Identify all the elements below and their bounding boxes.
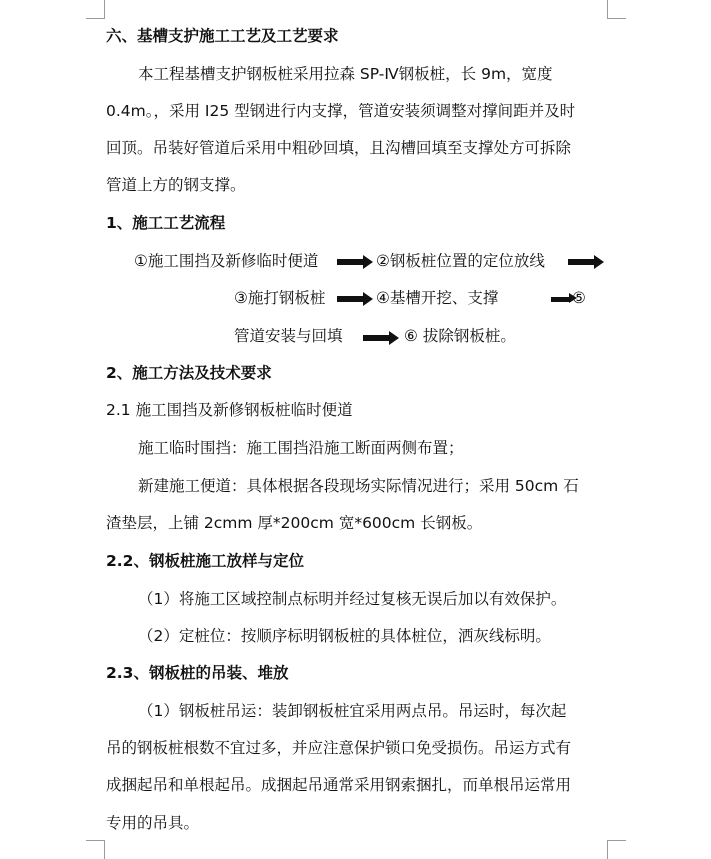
intro-line: 管道上方的钢支撑。: [106, 176, 246, 194]
paragraph: 施工临时围挡：施工围挡沿施工断面两侧布置；: [138, 439, 464, 457]
subheading-2-2: 2.2、钢板桩施工放样与定位: [106, 552, 304, 570]
paragraph: 成捆起吊和单根起吊。成捆起吊通常采用钢索捆扎，而单根吊运常用: [106, 776, 572, 794]
paragraph: 新建施工便道：具体根据各段现场实际情况进行；采用 50cm 石: [138, 477, 579, 495]
right-arrow-icon: [568, 255, 604, 269]
right-arrow-icon: [337, 255, 373, 269]
subsection-2-1: 2.1 施工围挡及新修钢板桩临时便道: [106, 401, 353, 419]
flow-step-4: ④基槽开挖、支撑: [376, 289, 499, 307]
flow-step-6: ⑥ 拔除钢板桩。: [404, 327, 516, 345]
right-arrow-icon: [337, 292, 373, 306]
flow-step-2: ②钢板桩位置的定位放线: [376, 252, 545, 270]
flow-step-3: ③施打钢板桩: [234, 289, 326, 307]
paragraph: 渣垫层，上铺 2cmm 厚*200cm 宽*600cm 长钢板。: [106, 514, 483, 532]
flow-step-5-marker: ⑤: [572, 289, 586, 307]
subheading-2-3: 2.3、钢板桩的吊装、堆放: [106, 664, 289, 682]
paragraph: （1）将施工区域控制点标明并经过复核无误后加以有效保护。: [138, 590, 567, 608]
paragraph: 吊的钢板桩根数不宜过多，并应注意保护锁口免受损伤。吊运方式有: [106, 739, 572, 757]
right-arrow-icon: [363, 331, 399, 345]
section-heading: 六、基槽支护施工工艺及工艺要求: [106, 27, 339, 45]
flow-step-1: ①施工围挡及新修临时便道: [134, 252, 319, 270]
intro-line: 回顶。吊装好管道后采用中粗砂回填，且沟槽回填至支撑处方可拆除: [106, 139, 572, 157]
intro-line: 0.4m。，采用 I25 型钢进行内支撑，管道安装须调整对撑间距并及时: [106, 102, 576, 120]
paragraph: 专用的吊具。: [106, 814, 200, 832]
page-corner-mark: [86, 0, 105, 19]
subheading-methods: 2、施工方法及技术要求: [106, 364, 272, 382]
subheading-process-flow: 1、施工工艺流程: [106, 214, 226, 232]
paragraph: （2）定桩位：按顺序标明钢板桩的具体桩位，洒灰线标明。: [138, 627, 551, 645]
page-corner-mark: [86, 840, 105, 859]
page-corner-mark: [607, 0, 626, 19]
page-corner-mark: [607, 840, 626, 859]
paragraph: （1）钢板桩吊运：装卸钢板桩宜采用两点吊。吊运时，每次起: [138, 702, 567, 720]
flow-step-5: 管道安装与回填: [234, 327, 343, 345]
intro-line: 本工程基槽支护钢板桩采用拉森 SP-Ⅳ钢板桩，长 9m，宽度: [138, 65, 553, 83]
